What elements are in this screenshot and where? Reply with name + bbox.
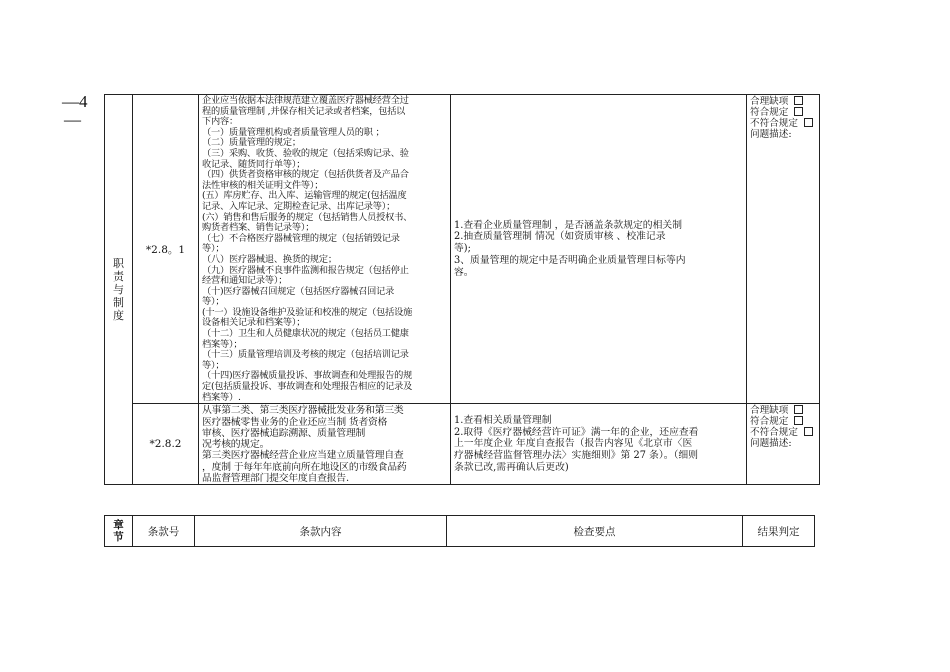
result-label: 不符合规定 [750,118,798,129]
content-line: （一）质量管理机构或者质量管理人员的职 ； [202,126,385,138]
header-chapter-char: 章 [113,519,124,531]
content-line: 法性审核的相关证明文件等）； [202,179,324,191]
content-line: 档案等）； [202,338,243,350]
content-line: ，度制 于每年年底前向所在地设区的市级食品药 [202,461,407,473]
checkbox-icon[interactable] [804,118,813,127]
checkbox-icon[interactable] [804,427,813,436]
table-row [105,95,820,404]
checkbox-icon[interactable] [794,416,803,425]
inspection-table [104,94,820,485]
header-result: 结果判定 [743,516,815,547]
header-points: 检查要点 [447,516,743,547]
clause-content [199,95,451,404]
content-line: 医疗器械零售业务的企业还应当制 货者资格 [202,416,388,428]
chapter-char: 与 [113,283,124,297]
content-line: （四）供货者资格审核的规定（包括供货者及产品合 [202,169,409,181]
result-label: 合理缺项 [750,96,789,107]
chapter-char: 度 [113,309,124,323]
result-cell [747,404,820,485]
content-line: （七）不合格医疗器械管理的规定（包括销毁记录 [202,232,400,244]
content-line: 设备相关记录和档案等）； [202,317,306,329]
content-line: 第三类医疗器械经营企业应当建立质量管理自查 [202,450,404,462]
content-line: 记录、入库记录、定期检查记录、出库记录等）； [202,200,396,212]
inspection-points [451,404,747,485]
table-row [105,404,820,485]
result-label: 合理缺项 [750,405,789,417]
content-line: 等）； [202,359,225,371]
points-line: 2.抽查质量管理制 情况（如资质审核 、校准记录 [454,231,666,243]
clause-content [199,404,451,485]
content-line: 审核、医疗器械追踪溯源、质量管理制 [202,427,366,439]
result-label: 符合规定 [750,416,789,428]
content-line: 等）； [202,243,225,255]
content-line: 下内容： [202,116,238,128]
chapter-char: 责 [113,270,124,284]
content-line: 经营和通知记录等）； [202,275,288,287]
header-row [105,516,815,547]
checkbox-icon[interactable] [794,107,803,116]
chapter-char: 职 [113,257,124,271]
content-line: 从事第二类、第三类医疗器械批发业务和第三类 [202,405,404,417]
checkbox-icon[interactable] [794,96,803,105]
page-number-line1: —4 [62,92,88,111]
header-chapter [105,516,133,547]
points-line: 1.查看相关质量管理制 [454,414,552,426]
points-line: 容。 [454,266,474,278]
content-line: 收记录、随货同行单等）； [202,158,306,170]
checkbox-icon[interactable] [794,405,803,414]
result-cell [747,95,820,404]
result-label: 符合规定 [750,107,789,118]
header-clause-no: 条款号 [133,516,195,547]
header-table [104,515,815,547]
chapter-cell [105,95,133,485]
result-option-compliant [750,107,816,118]
inspection-points [451,95,747,404]
content-line: （十)医疗器械召回规定（包括医疗器械召回记录 [202,285,395,297]
content-line: （十二）卫生和人员健康状况的规定（包括员工健康 [202,328,409,340]
content-line: 况考核的规定。 [202,439,270,451]
points-line: 2.取得《医疗器械经营许可证》满一年的企业，还应查看 [454,426,699,438]
result-option-noncompliant [750,118,816,129]
content-line: （十三）质量管理培训及考核的规定（包括培训记录 [202,349,409,361]
clause-number: *2.8。1 [133,95,199,404]
content-line: 档案等）. [202,391,241,403]
content-line: （八）医疗器械退、换货的规定； [202,253,337,265]
result-option-noncompliant [750,427,816,438]
chapter-char: 制 [113,296,124,310]
page-number-line2: — [64,110,81,129]
content-line: (五）库房贮存、出入库、运输管理的规定(包括温度 [202,190,407,202]
header-chapter-char: 节 [113,531,124,543]
page-number [62,93,88,129]
points-line: 上一年度企业 年度自查报告（报告内容见《北京市〈医 [454,438,693,450]
content-line: (六）销售和售后服务的规定（包括销售人员授权书、 [202,211,413,223]
content-line: 品监督管理部门提交年度自查报告. [202,473,349,484]
result-option-compliant [750,416,816,427]
content-line: 企业应当依据本法律规范建立覆盖医疗器械经营全过 [202,95,409,106]
clause-number: *2.8.2 [133,404,199,485]
content-line: （二）质量管理的规定； [202,137,301,149]
content-line: 等）； [202,296,225,308]
content-line: （十四)医疗器械质量投诉、事故调查和处理报告的规 [202,370,413,382]
problem-description-label: 问题描述: [750,129,792,140]
points-line: 等); [454,243,471,255]
content-line: 程的质量管理制 ,并保存相关记录或者档案，包括以 [202,105,406,117]
content-line: 定(包括质量投诉、事故调查和处理报告相应的记录及 [202,381,413,393]
result-label: 不符合规定 [750,427,798,439]
points-line: 疗器械经营监督管理办法〉实施细则》第 27 条）。（细则 [454,450,699,462]
content-line: （三）采购、收货、验收的规定（包括采购记录、验 [202,147,409,159]
result-option-reasonable-missing [750,96,816,107]
content-line: (十一）设施设备维护及验证和校准的规定（包括设施 [202,306,413,318]
result-option-reasonable-missing [750,405,816,416]
content-line: （九）医疗器械不良事件监测和报告规定（包括停止 [202,264,409,276]
problem-description-label: 问题描述: [750,438,792,450]
points-line: 3、质量管理的规定中是否明确企业质量管理目标等内 [454,255,686,266]
header-content: 条款内容 [195,516,447,547]
content-line: 购货者档案、销售记录等）； [202,222,315,234]
points-line: 条款已改,需再确认后更改) [454,461,569,473]
points-line: 1.查看企业质量管理制 ，是否涵盖条款规定的相关制 [454,219,682,231]
